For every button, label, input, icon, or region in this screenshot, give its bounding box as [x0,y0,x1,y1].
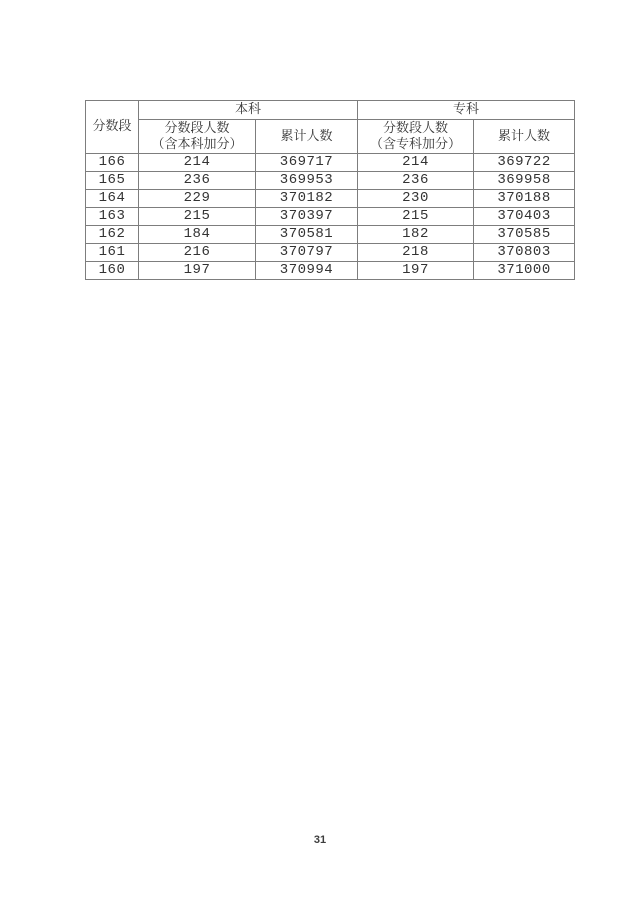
zhuanke-group-header: 专科 [358,101,575,120]
zhuanke-cumulative-cell: 371000 [474,262,575,280]
benke-cumulative-cell: 370581 [256,226,358,244]
zhuanke-count-header-line2: （含专科加分） [370,136,462,152]
benke-cumulative-header: 累计人数 [256,120,358,154]
score-cell: 165 [86,172,139,190]
benke-count-cell: 197 [139,262,256,280]
page-number: 31 [313,834,327,846]
zhuanke-count-cell: 214 [358,154,474,172]
benke-count-cell: 216 [139,244,256,262]
benke-cumulative-cell: 370182 [256,190,358,208]
table-row [86,208,575,226]
score-cell: 160 [86,262,139,280]
zhuanke-count-cell: 236 [358,172,474,190]
zhuanke-count-cell: 230 [358,190,474,208]
score-cell: 163 [86,208,139,226]
benke-count-cell: 214 [139,154,256,172]
zhuanke-count-cell: 218 [358,244,474,262]
benke-count-cell: 184 [139,226,256,244]
score-cell: 164 [86,190,139,208]
score-cell: 161 [86,244,139,262]
zhuanke-cumulative-cell: 370803 [474,244,575,262]
benke-count-cell: 236 [139,172,256,190]
zhuanke-count-cell: 197 [358,262,474,280]
zhuanke-cumulative-cell: 370188 [474,190,575,208]
zhuanke-cumulative-cell: 369958 [474,172,575,190]
zhuanke-count-cell: 215 [358,208,474,226]
benke-count-header [139,120,256,154]
table-row [86,190,575,208]
table-row [86,262,575,280]
benke-count-cell: 215 [139,208,256,226]
table-row [86,172,575,190]
table-row [86,154,575,172]
benke-count-header-line1: 分数段人数 [164,120,230,136]
benke-group-header: 本科 [139,101,358,120]
table-row [86,226,575,244]
zhuanke-count-header-line1: 分数段人数 [383,120,449,136]
benke-cumulative-cell: 370397 [256,208,358,226]
zhuanke-cumulative-header: 累计人数 [474,120,575,154]
zhuanke-cumulative-cell: 370403 [474,208,575,226]
zhuanke-cumulative-cell: 369722 [474,154,575,172]
score-distribution-table [85,100,575,280]
benke-cumulative-cell: 369717 [256,154,358,172]
zhuanke-count-cell: 182 [358,226,474,244]
score-cell: 166 [86,154,139,172]
benke-cumulative-cell: 370797 [256,244,358,262]
table-row [86,244,575,262]
benke-cumulative-cell: 369953 [256,172,358,190]
benke-count-header-line2: （含本科加分） [151,136,243,152]
benke-count-cell: 229 [139,190,256,208]
score-segment-header: 分数段 [86,101,139,154]
zhuanke-cumulative-cell: 370585 [474,226,575,244]
benke-cumulative-cell: 370994 [256,262,358,280]
zhuanke-count-header [358,120,474,154]
score-cell: 162 [86,226,139,244]
table-body [86,154,575,280]
